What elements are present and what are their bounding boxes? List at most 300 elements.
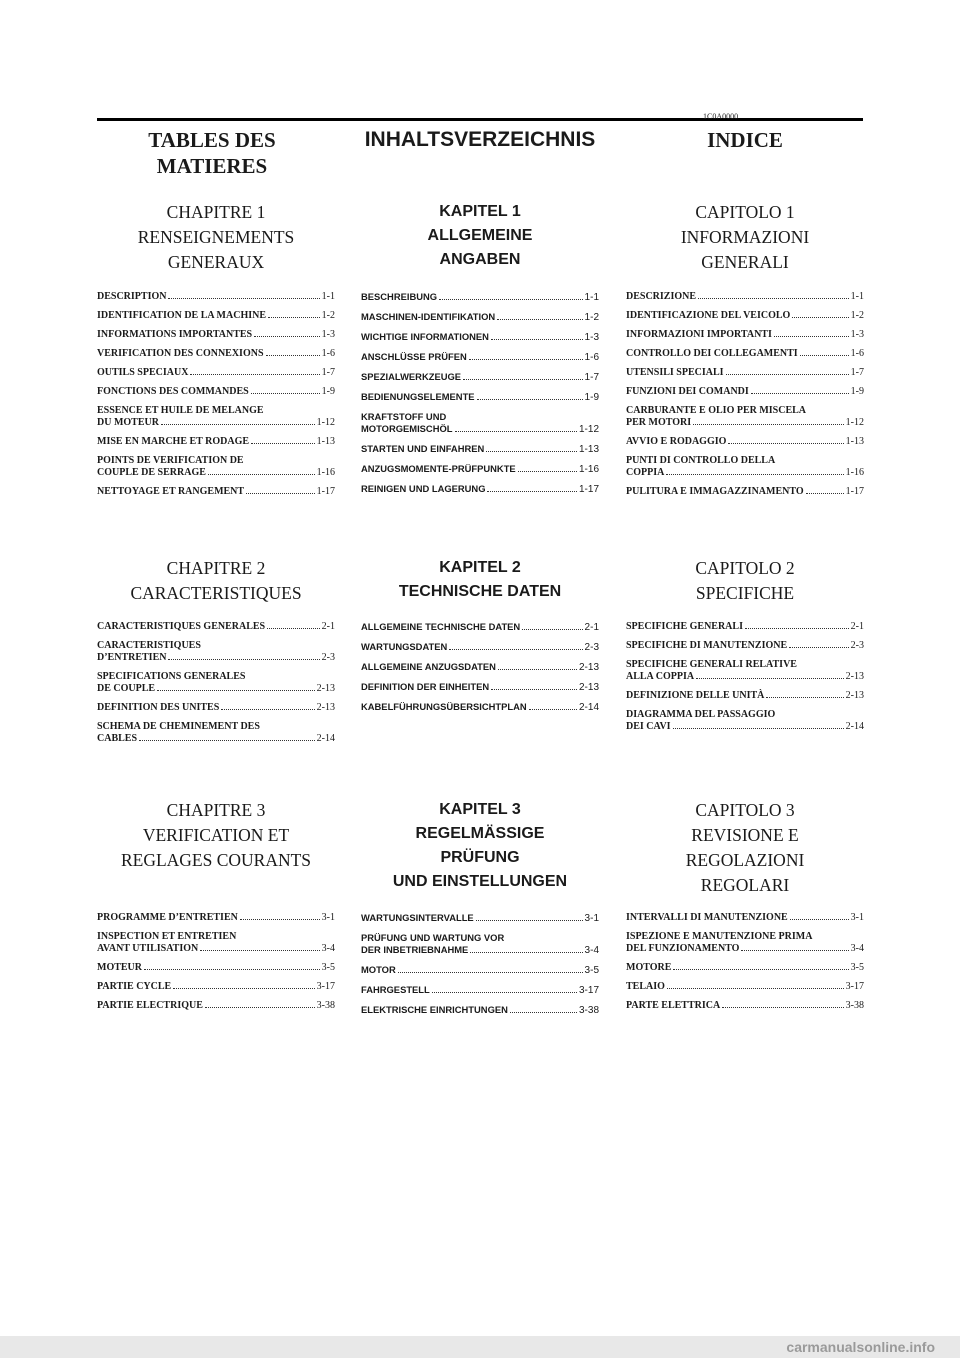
- toc-entry-page: 3-17: [578, 985, 599, 996]
- toc-leader-dots: [246, 493, 315, 494]
- toc-entry-title: COUPLE DE SERRAGE: [97, 467, 206, 478]
- toc-leader-dots: [463, 379, 583, 380]
- toc-entry[interactable]: [361, 984, 599, 997]
- toc-entry-title-line: CARBURANTE E OLIO PER MISCELA: [626, 405, 807, 416]
- toc-entry[interactable]: [361, 351, 599, 364]
- toc-entry-page: 2-3: [850, 640, 864, 651]
- toc-entry-multiline[interactable]: [97, 455, 335, 479]
- toc-entry[interactable]: [626, 417, 864, 429]
- toc-entry-title: DE COUPLE: [97, 683, 156, 694]
- toc-entry[interactable]: [626, 981, 864, 993]
- toc-entry[interactable]: [97, 652, 335, 664]
- toc-entry[interactable]: [97, 733, 335, 745]
- toc-entry-title: PARTE ELETTRICA: [626, 1000, 721, 1011]
- toc-entry[interactable]: [97, 621, 335, 633]
- toc-leader-dots: [449, 649, 582, 650]
- toc-leader-dots: [696, 678, 844, 679]
- toc-entry-page: 1-7: [584, 372, 599, 383]
- toc-leader-dots: [693, 424, 844, 425]
- toc-entry-title: UTENSILI SPECIALI: [626, 367, 724, 378]
- chapter-heading-line: RENSEIGNEMENTS: [137, 227, 295, 247]
- toc-entry[interactable]: [626, 671, 864, 683]
- chapter-heading: [97, 556, 335, 606]
- main-title: INDICE: [707, 128, 783, 152]
- toc-entry-title: ANSCHLÜSSE PRÜFEN: [361, 351, 467, 362]
- toc-entry-page: 3-17: [845, 981, 864, 992]
- toc-entry[interactable]: [361, 391, 599, 404]
- toc-entry-page: 2-13: [845, 690, 864, 701]
- toc-entry-title: STARTEN UND EINFAHREN: [361, 443, 485, 454]
- toc-entry-title: OUTILS SPECIAUX: [97, 367, 189, 378]
- toc-leader-dots: [745, 628, 849, 629]
- toc-entry-page: 1-16: [578, 464, 599, 475]
- toc-entry-page: 2-3: [584, 642, 599, 653]
- toc-entry-page: 1-1: [584, 292, 599, 303]
- toc-leader-dots: [173, 988, 314, 989]
- toc-entry-multiline[interactable]: [97, 721, 335, 745]
- chapter-heading-line: VERIFICATION ET: [142, 825, 290, 845]
- toc-entry[interactable]: [361, 944, 599, 957]
- toc-entry-page: 1-6: [850, 348, 864, 359]
- toc-entry-page: 1-7: [850, 367, 864, 378]
- toc-entry-page: 1-12: [578, 424, 599, 435]
- toc-entry-page: 2-14: [845, 721, 864, 732]
- toc-entry[interactable]: [97, 329, 335, 341]
- toc-leader-dots: [673, 969, 848, 970]
- toc-leader-dots: [477, 399, 583, 400]
- toc-entry[interactable]: [626, 621, 864, 633]
- toc-list: [97, 621, 335, 752]
- toc-entry[interactable]: [97, 291, 335, 303]
- toc-leader-dots: [491, 689, 577, 690]
- chapter-heading-line: REGELMÄSSIGE: [415, 825, 545, 842]
- chapter-heading-line: ALLGEMEINE: [427, 227, 533, 244]
- toc-entry-title-line: PRÜFUNG UND WARTUNG VOR: [361, 932, 505, 943]
- toc-entry[interactable]: [626, 329, 864, 341]
- toc-entry[interactable]: [626, 943, 864, 955]
- toc-entry-title: ALLGEMEINE ANZUGSDATEN: [361, 661, 496, 672]
- toc-leader-dots: [722, 1007, 843, 1008]
- toc-leader-dots: [666, 474, 843, 475]
- toc-entry-page: 3-5: [850, 962, 864, 973]
- toc-entry-page: 2-13: [578, 682, 599, 693]
- toc-entry-title-line: INSPECTION ET ENTRETIEN: [97, 931, 237, 942]
- toc-entry-title: DEL FUNZIONAMENTO: [626, 943, 740, 954]
- toc-entry[interactable]: [361, 661, 599, 674]
- toc-entry[interactable]: [361, 641, 599, 654]
- toc-leader-dots: [741, 950, 848, 951]
- toc-entry[interactable]: [361, 483, 599, 496]
- chapter-heading: [626, 798, 864, 898]
- toc-entry[interactable]: [361, 443, 599, 456]
- toc-entry-multiline[interactable]: [626, 405, 864, 429]
- toc-entry-title: PULITURA E IMMAGAZZINAMENTO: [626, 486, 804, 497]
- toc-entry-title: IDENTIFICATION DE LA MACHINE: [97, 310, 267, 321]
- toc-entry[interactable]: [361, 463, 599, 476]
- toc-leader-dots: [168, 659, 319, 660]
- toc-entry-multiline[interactable]: [626, 709, 864, 733]
- toc-entry-title-line: SCHEMA DE CHEMINEMENT DES: [97, 721, 260, 732]
- toc-entry-page: 1-1: [321, 291, 335, 302]
- toc-entry-page: 2-3: [321, 652, 335, 663]
- chapter-heading-line: KAPITEL 2: [439, 559, 521, 576]
- toc-leader-dots: [667, 988, 844, 989]
- toc-entry-page: 1-16: [845, 467, 864, 478]
- toc-entry[interactable]: [97, 912, 335, 924]
- toc-entry[interactable]: [626, 436, 864, 448]
- chapter-heading-line: CAPITOLO 3: [695, 800, 795, 820]
- toc-entry-page: 3-4: [584, 945, 599, 956]
- toc-entry-title: COPPIA: [626, 467, 665, 478]
- toc-entry-page: 3-1: [850, 912, 864, 923]
- toc-entry-page: 2-13: [845, 671, 864, 682]
- toc-leader-dots: [728, 443, 843, 444]
- toc-leader-dots: [432, 992, 577, 993]
- toc-entry[interactable]: [361, 311, 599, 324]
- toc-entry-page: 1-12: [316, 417, 335, 428]
- toc-entry-title: PER MOTORI: [626, 417, 692, 428]
- toc-entry[interactable]: [626, 310, 864, 322]
- toc-leader-dots: [792, 317, 848, 318]
- toc-entry-title: DEFINITION DER EINHEITEN: [361, 681, 490, 692]
- toc-entry-page: 1-16: [316, 467, 335, 478]
- toc-list: [97, 912, 335, 1019]
- toc-entry-page: 3-4: [850, 943, 864, 954]
- toc-entry-multiline[interactable]: [97, 931, 335, 955]
- toc-entry[interactable]: [97, 367, 335, 379]
- toc-entry-page: 2-14: [578, 702, 599, 713]
- toc-leader-dots: [673, 728, 844, 729]
- chapter-heading-line: REVISIONE E: [691, 825, 799, 845]
- chapter-heading-line: KAPITEL 1: [439, 203, 521, 220]
- toc-entry-page: 2-13: [316, 702, 335, 713]
- top-rule: [97, 118, 863, 121]
- toc-entry-title: DER INBETRIEBNAHME: [361, 944, 469, 955]
- toc-entry-title: WICHTIGE INFORMATIONEN: [361, 331, 489, 342]
- toc-entry[interactable]: [626, 1000, 864, 1012]
- toc-entry-title: FUNZIONI DEI COMANDI: [626, 386, 749, 397]
- toc-entry-title: VERIFICATION DES CONNEXIONS: [97, 348, 264, 359]
- toc-entry-title-line: SPECIFICATIONS GENERALES: [97, 671, 246, 682]
- toc-entry-page: 2-1: [850, 621, 864, 632]
- toc-entry-title: MOTORE: [626, 962, 672, 973]
- chapter-heading: [361, 556, 599, 604]
- toc-leader-dots: [774, 336, 849, 337]
- toc-entry-page: 1-3: [850, 329, 864, 340]
- chapter-heading: [361, 200, 599, 272]
- toc-entry-title-line: ISPEZIONE E MANUTENZIONE PRIMA: [626, 931, 813, 942]
- toc-entry-page: 1-9: [850, 386, 864, 397]
- toc-leader-dots: [766, 697, 843, 698]
- toc-entry[interactable]: [626, 912, 864, 924]
- toc-entry-title: KABELFÜHRUNGSÜBERSICHTPLAN: [361, 701, 527, 712]
- toc-entry[interactable]: [361, 423, 599, 436]
- toc-entry-title: SPECIFICHE GENERALI: [626, 621, 743, 632]
- toc-entry-title-line: CARACTERISTIQUES: [97, 640, 201, 651]
- toc-leader-dots: [157, 690, 315, 691]
- toc-entry-page: 3-4: [321, 943, 335, 954]
- toc-list: [626, 621, 864, 740]
- toc-entry-title: ANZUGSMOMENTE-PRÜFPUNKTE: [361, 463, 516, 474]
- toc-entry-title: WARTUNGSDATEN: [361, 641, 448, 652]
- toc-entry-title: SPEZIALWERKZEUGE: [361, 371, 462, 382]
- toc-entry-page: 1-6: [584, 352, 599, 363]
- chapter-heading-line: CHAPITRE 1: [166, 202, 266, 222]
- toc-entry-title: SPECIFICHE DI MANUTENZIONE: [626, 640, 788, 651]
- toc-leader-dots: [190, 374, 319, 375]
- toc-leader-dots: [439, 299, 582, 300]
- toc-entry-page: 1-3: [321, 329, 335, 340]
- chapter-heading: [97, 200, 335, 275]
- toc-entry-title: WARTUNGSINTERVALLE: [361, 912, 474, 923]
- toc-entry-title: CONTROLLO DEI COLLEGAMENTI: [626, 348, 798, 359]
- toc-entry-multiline[interactable]: [97, 671, 335, 695]
- toc-entry-multiline[interactable]: [97, 405, 335, 429]
- toc-list: [626, 912, 864, 1019]
- toc-entry-page: 1-13: [845, 436, 864, 447]
- toc-entry-page: 1-13: [578, 444, 599, 455]
- toc-entry[interactable]: [97, 702, 335, 714]
- toc-entry[interactable]: [361, 964, 599, 977]
- toc-entry-title: NETTOYAGE ET RANGEMENT: [97, 486, 245, 497]
- toc-entry-title: IDENTIFICAZIONE DEL VEICOLO: [626, 310, 791, 321]
- toc-entry-multiline[interactable]: [361, 932, 599, 957]
- toc-entry-title: ELEKTRISCHE EINRICHTUNGEN: [361, 1004, 508, 1015]
- toc-entry-multiline[interactable]: [626, 455, 864, 479]
- toc-entry[interactable]: [626, 962, 864, 974]
- chapter-heading-line: GENERAUX: [167, 252, 265, 272]
- toc-list: [97, 291, 335, 505]
- main-title: INHALTSVERZEICHNIS: [364, 128, 596, 151]
- toc-entry[interactable]: [361, 371, 599, 384]
- toc-entry-title: MASCHINEN-IDENTIFIKATION: [361, 311, 496, 322]
- toc-entry-title: BEDIENUNGSELEMENTE: [361, 391, 475, 402]
- toc-entry-page: 1-12: [845, 417, 864, 428]
- toc-leader-dots: [486, 451, 577, 452]
- toc-entry-multiline[interactable]: [361, 411, 599, 436]
- toc-entry-title: MOTORGEMISCHÖL: [361, 423, 453, 434]
- toc-entry-title-line: DIAGRAMMA DEL PASSAGGIO: [626, 709, 776, 720]
- toc-entry[interactable]: [97, 1000, 335, 1012]
- toc-entry-title: DEFINITION DES UNITES: [97, 702, 220, 713]
- toc-entry-title: DEFINIZIONE DELLE UNITÀ: [626, 690, 765, 701]
- document-code: 1C0A0000: [703, 112, 739, 121]
- toc-entry-page: 3-38: [845, 1000, 864, 1011]
- chapter-heading-line: GENERALI: [701, 252, 789, 272]
- toc-leader-dots: [267, 628, 320, 629]
- chapter-heading: [97, 798, 335, 873]
- toc-entry-title: PARTIE ELECTRIQUE: [97, 1000, 203, 1011]
- toc-entry-title: CABLES: [97, 733, 138, 744]
- chapter-heading-line: KAPITEL 3: [439, 801, 521, 818]
- toc-entry-page: 2-13: [316, 683, 335, 694]
- toc-entry-page: 1-13: [316, 436, 335, 447]
- toc-entry[interactable]: [361, 912, 599, 925]
- chapter-heading-line: SPECIFICHE: [695, 583, 795, 603]
- chapter-heading-line: CARACTERISTIQUES: [130, 583, 302, 603]
- chapter-heading-line: CAPITOLO 1: [695, 202, 795, 222]
- toc-leader-dots: [698, 298, 849, 299]
- toc-leader-dots: [476, 920, 583, 921]
- toc-leader-dots: [498, 669, 577, 670]
- toc-entry[interactable]: [361, 621, 599, 634]
- toc-entry-title: D’ENTRETIEN: [97, 652, 167, 663]
- toc-entry-multiline[interactable]: [97, 640, 335, 664]
- chapter-heading-line: REGOLARI: [700, 875, 790, 895]
- toc-entry[interactable]: [361, 291, 599, 304]
- toc-entry-page: 1-17: [578, 484, 599, 495]
- toc-leader-dots: [751, 393, 849, 394]
- toc-entry-page: 3-5: [584, 965, 599, 976]
- toc-entry[interactable]: [626, 291, 864, 303]
- toc-entry-title-line: POINTS DE VERIFICATION DE: [97, 455, 244, 466]
- toc-entry-title: DEI CAVI: [626, 721, 671, 732]
- toc-leader-dots: [522, 629, 582, 630]
- toc-entry[interactable]: [626, 467, 864, 479]
- toc-leader-dots: [251, 393, 320, 394]
- toc-leader-dots: [470, 952, 582, 953]
- toc-entry-title: MOTEUR: [97, 962, 142, 973]
- toc-leader-dots: [455, 431, 577, 432]
- toc-entry-page: 1-1: [850, 291, 864, 302]
- toc-entry-multiline[interactable]: [626, 659, 864, 683]
- toc-leader-dots: [208, 474, 315, 475]
- toc-entry-title: FONCTIONS DES COMMANDES: [97, 386, 249, 397]
- toc-entry[interactable]: [97, 943, 335, 955]
- toc-entry-title: MISE EN MARCHE ET RODAGE: [97, 436, 250, 447]
- toc-entry-page: 1-17: [845, 486, 864, 497]
- toc-leader-dots: [790, 919, 849, 920]
- toc-entry-title: INTERVALLI DI MANUTENZIONE: [626, 912, 788, 923]
- toc-entry[interactable]: [97, 981, 335, 993]
- toc-entry[interactable]: [97, 962, 335, 974]
- chapter-heading-line: PRÜFUNG: [440, 849, 520, 866]
- toc-entry-page: 3-1: [584, 913, 599, 924]
- toc-entry-title: CARACTERISTIQUES GENERALES: [97, 621, 266, 632]
- toc-entry-multiline[interactable]: [626, 931, 864, 955]
- toc-entry[interactable]: [97, 467, 335, 479]
- toc-entry[interactable]: [626, 690, 864, 702]
- toc-entry-page: 1-2: [584, 312, 599, 323]
- chapter-heading-line: CAPITOLO 2: [695, 558, 795, 578]
- toc-leader-dots: [205, 1007, 315, 1008]
- toc-leader-dots: [800, 355, 849, 356]
- toc-entry-page: 1-9: [584, 392, 599, 403]
- chapter-heading-line: CHAPITRE 3: [166, 800, 266, 820]
- toc-entry-title: TELAIO: [626, 981, 665, 992]
- toc-entry-title: MOTOR: [361, 964, 396, 975]
- chapter-heading: [361, 798, 599, 894]
- toc-entry[interactable]: [361, 681, 599, 694]
- toc-entry-title: DU MOTEUR: [97, 417, 159, 428]
- toc-leader-dots: [518, 471, 577, 472]
- toc-entry[interactable]: [97, 386, 335, 398]
- toc-entry-page: 2-14: [316, 733, 335, 744]
- toc-entry-title-line: PUNTI DI CONTROLLO DELLA: [626, 455, 776, 466]
- toc-entry[interactable]: [361, 701, 599, 714]
- toc-entry[interactable]: [361, 331, 599, 344]
- toc-entry-page: 1-9: [321, 386, 335, 397]
- toc-entry-page: 1-17: [316, 486, 335, 497]
- toc-entry-page: 1-7: [321, 367, 335, 378]
- toc-leader-dots: [469, 359, 583, 360]
- toc-entry-title: AVANT UTILISATION: [97, 943, 199, 954]
- chapter-heading-line: UND EINSTELLUNGEN: [392, 873, 568, 890]
- toc-entry[interactable]: [361, 1004, 599, 1017]
- toc-entry[interactable]: [626, 367, 864, 379]
- toc-leader-dots: [487, 491, 577, 492]
- toc-entry[interactable]: [97, 417, 335, 429]
- toc-leader-dots: [139, 740, 315, 741]
- toc-entry-title: DESCRIPTION: [97, 291, 167, 302]
- toc-entry[interactable]: [97, 348, 335, 360]
- toc-leader-dots: [268, 317, 320, 318]
- toc-list: [361, 621, 599, 721]
- toc-entry-page: 3-38: [316, 1000, 335, 1011]
- toc-entry-title: DESCRIZIONE: [626, 291, 697, 302]
- chapter-heading-line: REGLAGES COURANTS: [120, 850, 312, 870]
- chapter-heading-line: ANGABEN: [439, 251, 521, 268]
- toc-entry-title: REINIGEN UND LAGERUNG: [361, 483, 486, 494]
- toc-entry-title: ALLA COPPIA: [626, 671, 695, 682]
- toc-entry-title: PARTIE CYCLE: [97, 981, 172, 992]
- toc-entry-page: 1-6: [321, 348, 335, 359]
- toc-entry-page: 1-2: [850, 310, 864, 321]
- toc-entry-page: 3-38: [578, 1005, 599, 1016]
- toc-leader-dots: [491, 339, 583, 340]
- toc-entry-title: INFORMATIONS IMPORTANTES: [97, 329, 253, 340]
- toc-entry-page: 1-2: [321, 310, 335, 321]
- toc-leader-dots: [251, 443, 315, 444]
- toc-entry-page: 1-3: [584, 332, 599, 343]
- toc-entry-page: 3-1: [321, 912, 335, 923]
- chapter-heading-line: CHAPITRE 2: [166, 558, 266, 578]
- toc-entry-title: PROGRAMME D’ENTRETIEN: [97, 912, 238, 923]
- chapter-heading-line: TECHNISCHE DATEN: [398, 583, 562, 600]
- toc-leader-dots: [240, 919, 320, 920]
- toc-entry-page: 2-1: [584, 622, 599, 633]
- toc-entry-title: ALLGEMEINE TECHNISCHE DATEN: [361, 621, 521, 632]
- toc-entry[interactable]: [626, 486, 864, 498]
- toc-entry[interactable]: [97, 486, 335, 498]
- toc-entry-page: 3-5: [321, 962, 335, 973]
- chapter-heading: [626, 200, 864, 275]
- toc-entry-title: AVVIO E RODAGGIO: [626, 436, 727, 447]
- toc-leader-dots: [398, 972, 583, 973]
- toc-entry[interactable]: [626, 721, 864, 733]
- main-title: TABLES DES MATIERES: [148, 128, 276, 178]
- toc-leader-dots: [497, 319, 582, 320]
- toc-leader-dots: [144, 969, 320, 970]
- toc-entry[interactable]: [626, 348, 864, 360]
- chapter-heading-line: REGOLAZIONI: [685, 850, 805, 870]
- toc-entry-page: 3-17: [316, 981, 335, 992]
- toc-leader-dots: [726, 374, 849, 375]
- toc-entry[interactable]: [97, 683, 335, 695]
- toc-entry-title-line: SPECIFICHE GENERALI RELATIVE: [626, 659, 797, 670]
- toc-leader-dots: [529, 709, 577, 710]
- toc-entry[interactable]: [626, 640, 864, 652]
- chapter-heading-line: INFORMAZIONI: [680, 227, 810, 247]
- toc-leader-dots: [510, 1012, 577, 1013]
- toc-entry[interactable]: [97, 436, 335, 448]
- toc-entry-page: 2-13: [578, 662, 599, 673]
- toc-entry[interactable]: [97, 310, 335, 322]
- toc-entry-title: INFORMAZIONI IMPORTANTI: [626, 329, 772, 340]
- toc-entry-title-line: KRAFTSTOFF UND: [361, 411, 447, 422]
- toc-leader-dots: [221, 709, 314, 710]
- toc-entry[interactable]: [626, 386, 864, 398]
